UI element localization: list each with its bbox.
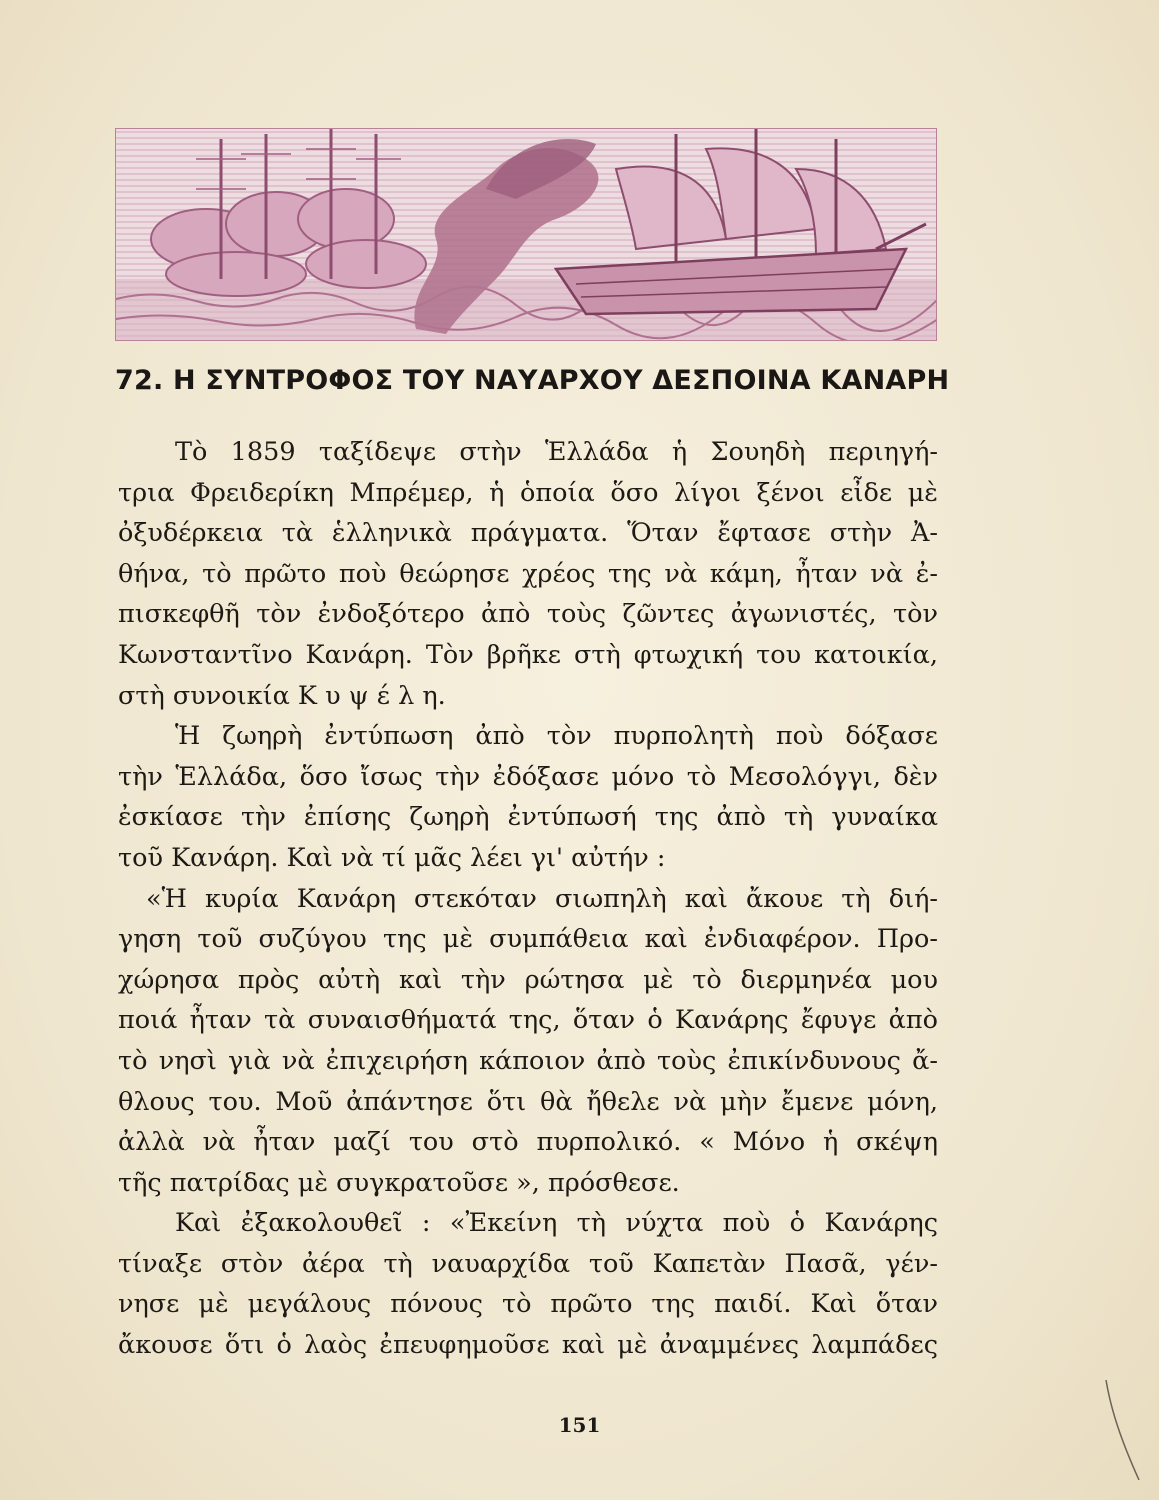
body-text	[118, 432, 938, 1366]
page-number: 151	[558, 1413, 601, 1437]
text-line: τὴν Ἑλλάδα, ὅσο ἴσως τὴν ἐδόξασε μόνο τὸ Μεσολόγγι, δὲν	[118, 761, 938, 792]
text-line: νησε μὲ μεγάλους πόνους τὸ πρῶτο της παιδί. Καὶ ὅταν	[118, 1289, 938, 1320]
text-line: τῆς πατρίδας μὲ συγκρατοῦσε », πρόσθεσε.	[118, 1167, 680, 1198]
text-line: ποιά ἦταν τὰ συναισθήματά της, ὅταν ὁ Κανάρης ἔφυγε ἀπὸ	[118, 1005, 938, 1036]
chapter-title: 72. Η ΣΥΝΤΡΟΦΟΣ ΤΟΥ ΝΑΥΑΡΧΟΥ ΔΕΣΠΟΙΝΑ ΚΑΝΑΡΗ	[115, 365, 950, 396]
text-line: Ἡ ζωηρὴ ἐντύπωση ἀπὸ τὸν πυρπολητὴ ποὺ δόξασε	[175, 721, 938, 752]
text-line: Καὶ ἐξακολουθεῖ : «Ἐκείνη τὴ νύχτα ποὺ ὁ Κανάρης	[175, 1208, 938, 1239]
text-line: τίναξε στὸν ἀέρα τὴ ναυαρχίδα τοῦ Καπετὰν Πασᾶ, γέν-	[118, 1248, 938, 1279]
ships-engraving-illustration	[115, 128, 937, 341]
text-line: θήνα, τὸ πρῶτο ποὺ θεώρησε χρέος της νὰ κάμη, ἦταν νὰ ἐ-	[118, 558, 938, 589]
text-line: ἐσκίασε τὴν ἐπίσης ζωηρὴ ἐντύπωσή της ἀπὸ τὴ γυναίκα	[118, 802, 938, 833]
sailing-ships-icon	[116, 129, 937, 341]
text-line: Κωνσταντῖνο Κανάρη. Τὸν βρῆκε στὴ φτωχική του κατοικία,	[118, 639, 938, 670]
text-line: γηση τοῦ συζύγου της μὲ συμπάθεια καὶ ἐνδιαφέρον. Προ-	[118, 924, 938, 955]
text-line: θλους του. Μοῦ ἀπάντησε ὅτι θὰ ἤθελε νὰ μὴν ἔμενε μόνη,	[118, 1086, 938, 1117]
text-line: ἀλλὰ νὰ ἦταν μαζί του στὸ πυρπολικό. « Μόνο ἡ σκέψη	[118, 1127, 938, 1158]
text-line: πισκεφθῆ τὸν ἐνδοξότερο ἀπὸ τοὺς ζῶντες ἀγωνιστές, τὸν	[118, 599, 938, 630]
text-line: τοῦ Κανάρη. Καὶ νὰ τί μᾶς λέει γι' αὐτήν :	[118, 842, 666, 873]
text-line: «Ἡ κυρία Κανάρη στεκόταν σιωπηλὴ καὶ ἄκουε τὴ διή-	[146, 883, 938, 914]
page-crease-mark	[1101, 1380, 1141, 1480]
text-line: χώρησα πρὸς αὐτὴ καὶ τὴν ρώτησα μὲ τὸ διερμηνέα μου	[118, 964, 938, 995]
text-line: τὸ νησὶ γιὰ νὰ ἐπιχειρήση κάποιον ἀπὸ τοὺς ἐπικίνδυνους ἄ-	[118, 1045, 938, 1076]
text-line: στὴ συνοικία Κ υ ψ έ λ η.	[118, 680, 446, 711]
text-line: ἄκουσε ὅτι ὁ λαὸς ἐπευφημοῦσε καὶ μὲ ἀναμμένες λαμπάδες	[118, 1330, 938, 1361]
text-line: Τὸ 1859 ταξίδεψε στὴν Ἑλλάδα ἡ Σουηδὴ περιηγή-	[175, 437, 938, 467]
text-line: τρια Φρειδερίκη Μπρέμερ, ἡ ὁποία ὅσο λίγοι ξένοι εἶδε μὲ	[118, 477, 938, 508]
text-line: ὀξυδέρκεια τὰ ἑλληνικὰ πράγματα. Ὅταν ἔφτασε στὴν Ἀ-	[118, 518, 938, 549]
